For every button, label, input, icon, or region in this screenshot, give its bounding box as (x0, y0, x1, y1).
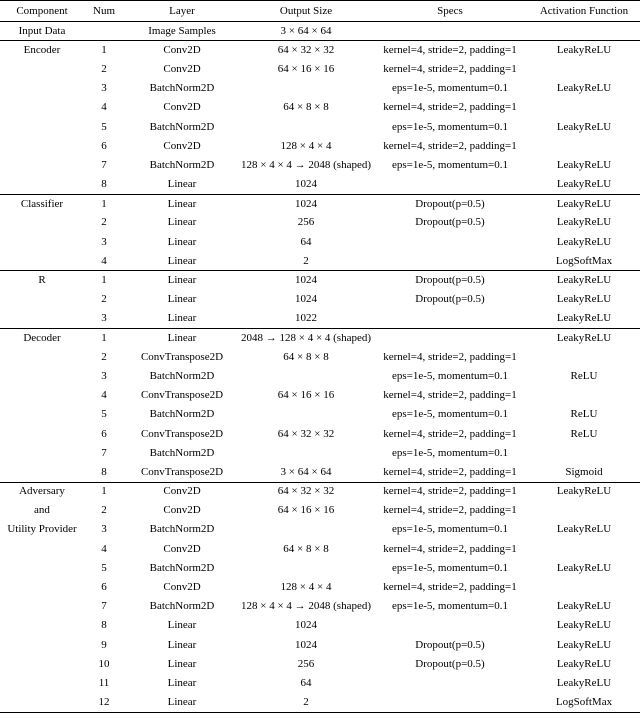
table-row (0, 597, 640, 616)
output-size-cell: 2 (303, 695, 309, 708)
activation-cell: LeakyReLU (556, 235, 612, 248)
layer-cell: Conv2D (163, 504, 201, 517)
num-cell: 1 (101, 197, 107, 210)
num-cell: 4 (101, 101, 107, 114)
num-cell: 1 (101, 44, 107, 57)
component-cell: Adversary (19, 485, 65, 498)
output-size-cell: 2 (303, 254, 309, 267)
activation-cell: LogSoftMax (555, 695, 613, 708)
table-row (0, 329, 640, 348)
component-cell (0, 655, 84, 674)
activation-cell: LeakyReLU (556, 177, 612, 190)
output-size-cell: 1024 (295, 619, 317, 632)
component-cell (0, 117, 84, 136)
component-cell: and (34, 504, 50, 517)
num-cell: 6 (101, 581, 107, 594)
output-size-cell: 64 × 16 × 16 (277, 389, 335, 402)
specs-cell: eps=1e-5, momentum=0.1 (392, 600, 508, 613)
num-cell: 3 (101, 369, 107, 382)
num-cell: 8 (101, 619, 107, 632)
component-cell (0, 616, 84, 635)
layer-cell: Linear (167, 197, 197, 210)
component-cell (0, 424, 84, 443)
specs-cell (372, 329, 528, 348)
layer-cell: Conv2D (163, 62, 201, 75)
table-row (0, 367, 640, 386)
output-size-cell (240, 117, 372, 136)
component-cell (0, 693, 84, 712)
table-row (0, 271, 640, 290)
output-size-cell: 64 × 32 × 32 (277, 44, 335, 57)
component-cell (0, 367, 84, 386)
component-cell (0, 636, 84, 655)
specs-cell: kernel=4, stride=2, padding=1 (383, 101, 517, 114)
table-row (0, 616, 640, 635)
num-cell: 3 (101, 235, 107, 248)
layer-cell: Linear (167, 177, 197, 190)
output-size-cell (240, 405, 372, 424)
layer-cell: Linear (167, 235, 197, 248)
table-row (0, 348, 640, 367)
specs-cell: kernel=4, stride=2, padding=1 (383, 542, 517, 555)
num-cell: 4 (101, 542, 107, 555)
activation-cell (528, 444, 640, 463)
specs-cell: Dropout(p=0.5) (415, 638, 485, 651)
activation-cell: LeakyReLU (556, 676, 612, 689)
component-cell (0, 597, 84, 616)
activation-cell: LeakyReLU (556, 657, 612, 670)
column-header-component: Component (16, 4, 68, 17)
num-cell: 7 (101, 158, 107, 171)
activation-cell: Sigmoid (565, 465, 603, 478)
component-cell (0, 175, 84, 194)
num-cell: 6 (101, 427, 107, 440)
specs-cell: kernel=4, stride=2, padding=1 (383, 350, 517, 363)
activation-cell: ReLU (570, 427, 598, 440)
specs-cell: Dropout(p=0.5) (415, 657, 485, 670)
component-cell (0, 233, 84, 252)
layer-cell: ConvTranspose2D (140, 350, 224, 363)
component-cell (0, 309, 84, 328)
specs-cell: eps=1e-5, momentum=0.1 (392, 82, 508, 95)
column-header-activation-function: Activation Function (539, 4, 629, 17)
activation-cell: LeakyReLU (556, 331, 612, 344)
num-cell: 1 (101, 485, 107, 498)
table-row (0, 41, 640, 60)
component-cell (0, 386, 84, 405)
output-size-cell: 64 × 8 × 8 (283, 101, 329, 114)
component-cell (0, 540, 84, 559)
specs-cell: eps=1e-5, momentum=0.1 (392, 408, 508, 421)
table-row (0, 79, 640, 98)
specs-cell: eps=1e-5, momentum=0.1 (392, 523, 508, 536)
component-cell (0, 348, 84, 367)
activation-cell: LeakyReLU (556, 44, 612, 57)
output-size-cell: 128 × 4 × 4 (280, 581, 332, 594)
activation-cell: LeakyReLU (556, 561, 612, 574)
specs-cell: kernel=4, stride=2, padding=1 (383, 465, 517, 478)
layer-cell: BatchNorm2D (149, 369, 215, 382)
layer-cell: Image Samples (148, 24, 216, 37)
specs-cell (372, 674, 528, 693)
output-size-cell: 64 (300, 235, 312, 248)
component-cell (0, 79, 84, 98)
output-size-cell: 1024 (295, 197, 317, 210)
num-cell: 12 (98, 695, 110, 708)
activation-cell (528, 348, 640, 367)
table-row (0, 98, 640, 117)
table-row (0, 252, 640, 271)
activation-cell: LeakyReLU (556, 120, 612, 133)
num-cell: 8 (101, 465, 107, 478)
output-size-cell: 128 × 4 × 4 (280, 139, 332, 152)
specs-cell (372, 175, 528, 194)
table-row (0, 693, 640, 712)
num-cell: 7 (101, 600, 107, 613)
component-cell (0, 463, 84, 482)
output-size-cell: 3 × 64 × 64 (280, 465, 332, 478)
activation-cell: ReLU (570, 369, 598, 382)
num-cell: 2 (101, 350, 107, 363)
num-cell: 3 (101, 312, 107, 325)
layer-cell: Conv2D (163, 485, 201, 498)
component-cell (0, 578, 84, 597)
num-cell: 3 (101, 82, 107, 95)
layer-cell: Linear (167, 274, 197, 287)
component-cell: Decoder (23, 331, 61, 344)
component-cell: Encoder (23, 44, 61, 57)
table-head (0, 1, 640, 22)
table-row (0, 194, 640, 213)
table-body (0, 22, 640, 713)
layer-cell: ConvTranspose2D (140, 465, 224, 478)
header-row (0, 1, 640, 22)
activation-cell: LogSoftMax (555, 254, 613, 267)
specs-cell: kernel=4, stride=2, padding=1 (383, 389, 517, 402)
specs-cell: eps=1e-5, momentum=0.1 (392, 561, 508, 574)
specs-cell: kernel=4, stride=2, padding=1 (383, 44, 517, 57)
table-row (0, 213, 640, 232)
layer-cell: Linear (167, 293, 197, 306)
output-size-cell: 1024 (295, 638, 317, 651)
output-size-cell: 2048 → 128 × 4 × 4 (shaped) (240, 331, 372, 344)
specs-cell: kernel=4, stride=2, padding=1 (383, 139, 517, 152)
layer-cell: BatchNorm2D (149, 120, 215, 133)
specs-cell: eps=1e-5, momentum=0.1 (392, 120, 508, 133)
table-row (0, 60, 640, 79)
specs-cell (372, 233, 528, 252)
specs-cell: kernel=4, stride=2, padding=1 (383, 427, 517, 440)
component-cell (0, 290, 84, 309)
output-size-cell: 1024 (295, 274, 317, 287)
component-cell (0, 252, 84, 271)
num-cell: 8 (101, 177, 107, 190)
specs-cell: Dropout(p=0.5) (415, 274, 485, 287)
output-size-cell (240, 559, 372, 578)
output-size-cell: 1024 (295, 293, 317, 306)
activation-cell: LeakyReLU (556, 293, 612, 306)
num-cell: 2 (101, 216, 107, 229)
table-row (0, 578, 640, 597)
activation-cell: LeakyReLU (556, 600, 612, 613)
output-size-cell: 256 (297, 216, 315, 229)
layer-cell: BatchNorm2D (149, 523, 215, 536)
activation-cell (528, 137, 640, 156)
layer-cell: BatchNorm2D (149, 158, 215, 171)
component-cell (0, 98, 84, 117)
activation-cell (528, 22, 640, 41)
specs-cell: kernel=4, stride=2, padding=1 (383, 581, 517, 594)
component-cell (0, 444, 84, 463)
activation-cell: LeakyReLU (556, 312, 612, 325)
activation-cell: LeakyReLU (556, 82, 612, 95)
layer-cell: Linear (167, 657, 197, 670)
table-row (0, 424, 640, 443)
component-cell (0, 405, 84, 424)
specs-cell: kernel=4, stride=2, padding=1 (383, 62, 517, 75)
activation-cell: LeakyReLU (556, 523, 612, 536)
layer-cell: Conv2D (163, 542, 201, 555)
layer-cell: ConvTranspose2D (140, 427, 224, 440)
layer-cell: BatchNorm2D (149, 561, 215, 574)
num-cell: 5 (101, 408, 107, 421)
output-size-cell: 64 × 16 × 16 (277, 62, 335, 75)
layer-cell: Linear (167, 638, 197, 651)
num-cell: 5 (101, 561, 107, 574)
specs-cell: Dropout(p=0.5) (415, 216, 485, 229)
component-cell (0, 559, 84, 578)
table-row (0, 520, 640, 539)
layer-cell: Linear (167, 676, 197, 689)
num-cell: 2 (101, 504, 107, 517)
specs-cell: kernel=4, stride=2, padding=1 (383, 485, 517, 498)
specs-cell: kernel=4, stride=2, padding=1 (383, 504, 517, 517)
layer-cell: Conv2D (163, 101, 201, 114)
num-cell: 2 (101, 62, 107, 75)
num-cell: 6 (101, 139, 107, 152)
output-size-cell: 64 (300, 676, 312, 689)
layer-cell: ConvTranspose2D (140, 389, 224, 402)
table-row (0, 290, 640, 309)
specs-cell (372, 309, 528, 328)
num-cell: 7 (101, 446, 107, 459)
specs-cell (372, 252, 528, 271)
num-cell: 1 (101, 331, 107, 344)
output-size-cell: 64 × 16 × 16 (277, 504, 335, 517)
column-header-layer: Layer (169, 4, 195, 17)
num-cell: 10 (98, 657, 110, 670)
table-row (0, 463, 640, 482)
num-cell: 4 (101, 389, 107, 402)
layer-cell: BatchNorm2D (149, 408, 215, 421)
table-row (0, 655, 640, 674)
table-row (0, 233, 640, 252)
component-cell (0, 213, 84, 232)
column-header-specs: Specs (437, 4, 463, 17)
output-size-cell: 64 × 8 × 8 (283, 542, 329, 555)
output-size-cell: 256 (297, 657, 315, 670)
layer-cell: Conv2D (163, 44, 201, 57)
num-cell: 1 (101, 274, 107, 287)
layer-cell: Linear (167, 619, 197, 632)
table-row (0, 309, 640, 328)
component-cell (0, 674, 84, 693)
specs-cell (372, 616, 528, 635)
component-cell: R (38, 274, 46, 287)
table-row (0, 559, 640, 578)
table-row (0, 636, 640, 655)
activation-cell (528, 501, 640, 520)
activation-cell: LeakyReLU (556, 216, 612, 229)
component-cell: Utility Provider (7, 523, 77, 536)
table-row (0, 482, 640, 501)
layer-cell: Linear (167, 254, 197, 267)
num-cell: 3 (101, 523, 107, 536)
layer-cell: BatchNorm2D (149, 600, 215, 613)
activation-cell (528, 578, 640, 597)
num-cell: 4 (101, 254, 107, 267)
output-size-cell: 64 × 32 × 32 (277, 427, 335, 440)
specs-cell: Dropout(p=0.5) (415, 197, 485, 210)
activation-cell (528, 540, 640, 559)
activation-cell (528, 386, 640, 405)
output-size-cell (240, 367, 372, 386)
table-row (0, 674, 640, 693)
activation-cell: LeakyReLU (556, 197, 612, 210)
component-cell: Classifier (20, 197, 64, 210)
output-size-cell (240, 79, 372, 98)
layer-cell: Linear (167, 331, 197, 344)
output-size-cell (240, 444, 372, 463)
specs-cell: eps=1e-5, momentum=0.1 (392, 369, 508, 382)
layer-cell: Linear (167, 312, 197, 325)
table-row (0, 156, 640, 175)
table-row (0, 22, 640, 41)
column-header-output-size: Output Size (279, 4, 333, 17)
specs-cell (372, 693, 528, 712)
output-size-cell: 1022 (295, 312, 317, 325)
activation-cell (528, 60, 640, 79)
column-header-num: Num (93, 4, 115, 17)
table-row (0, 137, 640, 156)
layer-cell: Linear (167, 695, 197, 708)
output-size-cell: 64 × 32 × 32 (277, 485, 335, 498)
table-row (0, 386, 640, 405)
layer-cell: BatchNorm2D (149, 82, 215, 95)
layer-cell: BatchNorm2D (149, 446, 215, 459)
output-size-cell: 3 × 64 × 64 (280, 24, 332, 37)
activation-cell: LeakyReLU (556, 485, 612, 498)
specs-cell: eps=1e-5, momentum=0.1 (392, 446, 508, 459)
table-row (0, 444, 640, 463)
component-cell: Input Data (18, 24, 66, 37)
activation-cell: LeakyReLU (556, 619, 612, 632)
specs-cell (372, 22, 528, 41)
table-row (0, 405, 640, 424)
activation-cell (528, 98, 640, 117)
component-cell (0, 137, 84, 156)
table-row (0, 117, 640, 136)
table-row (0, 501, 640, 520)
num-cell: 5 (101, 120, 107, 133)
specs-cell: eps=1e-5, momentum=0.1 (392, 158, 508, 171)
output-size-cell: 64 × 8 × 8 (283, 350, 329, 363)
output-size-cell: 1024 (295, 177, 317, 190)
output-size-cell (240, 520, 372, 539)
num-cell (84, 22, 124, 41)
num-cell: 2 (101, 293, 107, 306)
activation-cell: ReLU (570, 408, 598, 421)
num-cell: 11 (98, 676, 110, 689)
component-cell (0, 60, 84, 79)
output-size-cell: 128 × 4 × 4 → 2048 (shaped) (240, 600, 372, 613)
num-cell: 9 (101, 638, 107, 651)
output-size-cell: 128 × 4 × 4 → 2048 (shaped) (240, 158, 372, 171)
layer-cell: Conv2D (163, 581, 201, 594)
activation-cell: LeakyReLU (556, 274, 612, 287)
layer-cell: Linear (167, 216, 197, 229)
table-row (0, 175, 640, 194)
layer-cell: Conv2D (163, 139, 201, 152)
activation-cell: LeakyReLU (556, 158, 612, 171)
specs-cell: Dropout(p=0.5) (415, 293, 485, 306)
activation-cell: LeakyReLU (556, 638, 612, 651)
table-row (0, 540, 640, 559)
component-cell (0, 156, 84, 175)
